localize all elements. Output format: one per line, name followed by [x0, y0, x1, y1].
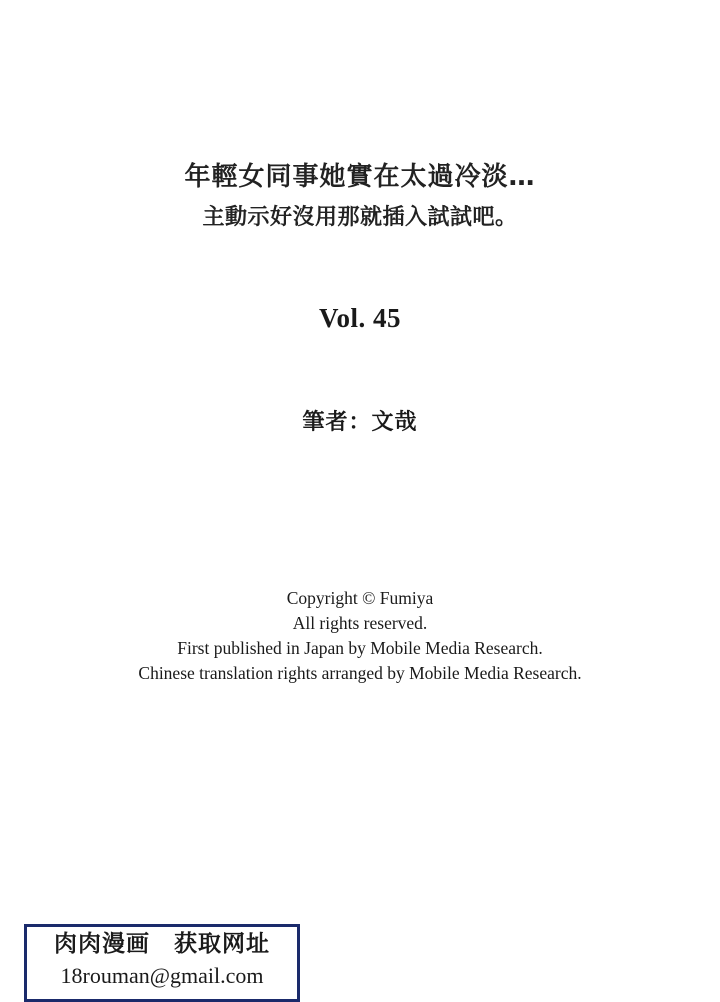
page-title-line-2: 主動示好沒用那就插入試試吧。 [202, 205, 518, 231]
author-label: 筆者：文哉 [302, 410, 418, 435]
copyright-line-4: Chinese translation rights arranged by Mobile Media Research. [138, 663, 582, 683]
title-block [0, 160, 720, 234]
copyright-line-2: All rights reserved. [292, 613, 428, 633]
copyright-line-3: First published in Japan by Mobile Media Research. [177, 638, 543, 658]
page-title-line-1: 年輕女同事她實在太過冷淡… [184, 162, 536, 192]
copyright-line-1: Copyright © Fumiya [286, 588, 434, 608]
watermark-site-name: 肉肉漫画 获取网址 [54, 931, 270, 957]
watermark-email: 18rouman@gmail.com [60, 962, 264, 988]
copyright-block [0, 586, 720, 686]
volume-label: Vol. 45 [318, 303, 402, 333]
watermark-box [24, 924, 300, 1002]
